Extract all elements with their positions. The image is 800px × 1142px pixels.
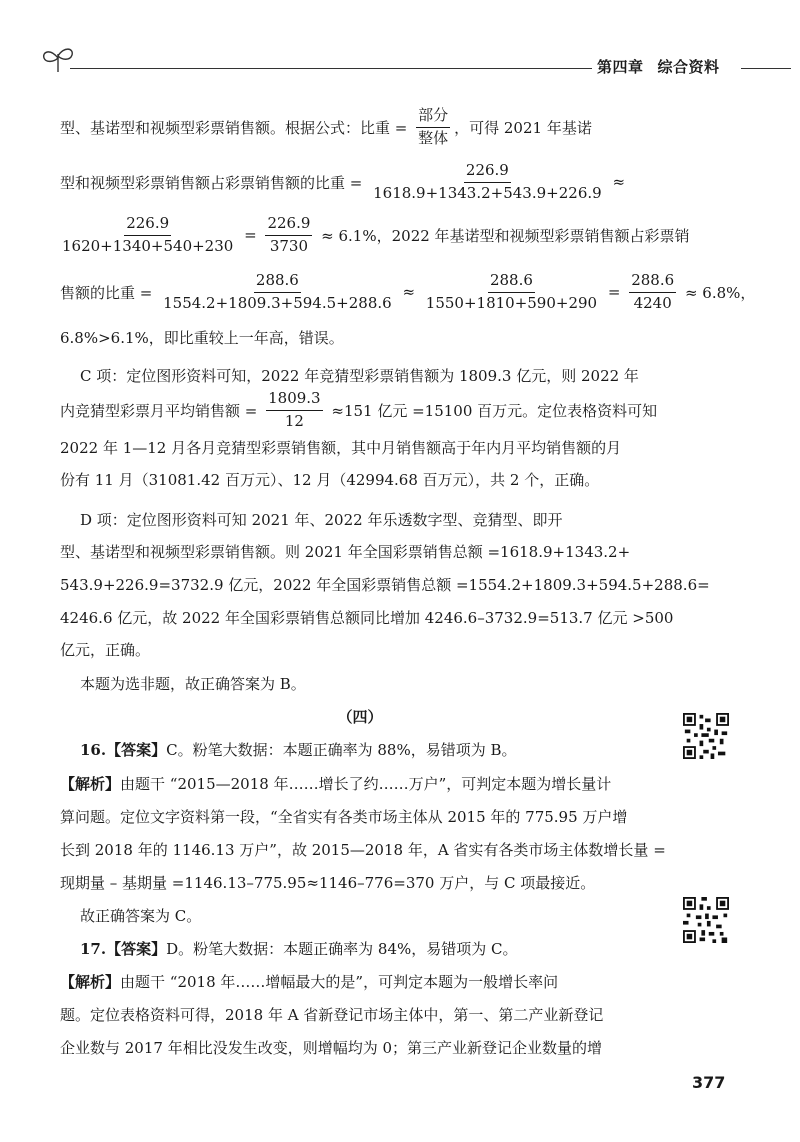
text-line: 长到 2018 年的 1146.13 万户”，故 2015—2018 年，A 省实有各类市场主体数增长量 = <box>60 840 666 859</box>
text-line: 份有 11 月（31081.42 百万元）、12 月（42994.68 百万元），共 2 个，正确。 <box>60 470 600 489</box>
text-segment: ≈ <box>397 283 420 301</box>
fraction <box>161 272 394 312</box>
text-line <box>60 271 756 312</box>
denominator: 1550+1810+590+290 <box>425 293 598 312</box>
denominator: 1554.2+1809.3+594.5+288.6 <box>163 293 392 312</box>
text-line: 本题为选非题，故正确答案为 B。 <box>80 674 306 693</box>
fraction <box>416 107 450 147</box>
denominator: 1620+1340+540+230 <box>62 236 234 255</box>
qr-code-icon[interactable] <box>683 713 729 759</box>
text-line: 543.9+226.9=3732.9 亿元，2022 年全国彩票销售总额 =1554.2+1809.3+594.5+288.6= <box>60 575 710 594</box>
text-line <box>60 768 611 798</box>
denominator: 整体 <box>418 128 449 147</box>
text-line: D 项：定位图形资料可知 2021 年、2022 年乐透数字型、竞猜型、即开 <box>80 510 563 529</box>
numerator: 226.9 <box>124 215 171 235</box>
text-segment: ，可得 2021 年基诺 <box>454 118 592 137</box>
text-line: 4246.6 亿元，故 2022 年全国彩票销售总额同比增加 4246.6–3732.9=513.7 亿元 >500 <box>60 608 674 627</box>
denominator: 1618.9+1343.2+543.9+226.9 <box>373 183 602 202</box>
text-segment: 内竞猜型彩票月平均销售额 = <box>60 401 263 420</box>
sprout-logo-icon <box>38 44 78 74</box>
text-line: 算问题。定位文字资料第一段，“全省实有各类市场主体从 2015 年的 775.95 万户增 <box>60 807 628 826</box>
text-segment: ≈151 亿元 =15100 百万元。定位表格资料可知 <box>326 401 658 420</box>
text-segment: = <box>239 226 262 244</box>
text-line <box>80 734 517 764</box>
answer-label: 16.【答案】 <box>80 740 167 759</box>
analysis-label: 【解析】 <box>60 972 121 991</box>
text-line <box>80 933 518 963</box>
numerator: 部分 <box>416 107 450 127</box>
text-line <box>60 389 658 430</box>
text-segment: ≈ <box>607 173 626 191</box>
fraction <box>266 390 323 430</box>
numerator: 288.6 <box>629 272 676 292</box>
text-line: 现期量 – 基期量 =1146.13–775.95≈1146–776=370 万户，与 C 项最接近。 <box>60 873 596 892</box>
fraction <box>629 272 676 312</box>
text-line <box>60 161 626 202</box>
analysis-label: 【解析】 <box>60 774 121 793</box>
denominator: 4240 <box>633 293 672 312</box>
answer-label: 17.【答案】 <box>80 939 167 958</box>
chapter-label: 第四章 <box>597 58 644 76</box>
text-line: 故正确答案为 C。 <box>80 906 202 925</box>
numerator: 288.6 <box>254 272 301 292</box>
text-line: 6.8%>6.1%，即比重较上一年高，错误。 <box>60 328 344 347</box>
denominator: 3730 <box>269 236 308 255</box>
text-line: C 项：定位图形资料可知，2022 年竞猜型彩票销售额为 1809.3 亿元，则 2022 年 <box>80 366 639 385</box>
header-rule <box>70 68 592 69</box>
numerator: 288.6 <box>488 272 535 292</box>
running-header <box>597 56 720 77</box>
denominator: 12 <box>284 411 304 430</box>
text-segment: ≈ 6.1%，2022 年基诺型和视频型彩票销售额占彩票销 <box>316 226 690 245</box>
text-line <box>60 106 592 147</box>
text-segment: 售额的比重 = <box>60 283 158 302</box>
fraction <box>371 162 604 202</box>
qr-code-icon[interactable] <box>683 897 729 943</box>
text-line: 亿元，正确。 <box>60 640 151 659</box>
text-line: 2022 年 1—12 月各月竞猜型彩票销售额，其中月销售额高于年内月平均销售额的月 <box>60 438 622 457</box>
numerator: 1809.3 <box>266 390 323 410</box>
text-segment: D。粉笔大数据：本题正确率为 84%，易错项为 C。 <box>166 939 518 958</box>
text-segment: = <box>603 283 626 301</box>
text-segment: 由题干 “2018 年……增幅最大的是”，可判定本题为一般增长率问 <box>120 972 559 991</box>
text-line: 题。定位表格资料可得，2018 年 A 省新登记市场主体中，第一、第二产业新登记 <box>60 1005 604 1024</box>
header-rule-right <box>741 68 791 69</box>
text-segment: 由题干 “2015—2018 年……增长了约……万户”，可判定本题为增长量计 <box>120 774 612 793</box>
text-line <box>60 966 558 996</box>
fraction <box>60 215 235 255</box>
numerator: 226.9 <box>464 162 511 182</box>
numerator: 226.9 <box>265 215 312 235</box>
section-heading: （四） <box>337 707 383 726</box>
text-line: 企业数与 2017 年相比没发生改变，则增幅均为 0；第三产业新登记企业数量的增 <box>60 1038 603 1057</box>
text-line: 型、基诺型和视频型彩票销售额。则 2021 年全国彩票销售总额 =1618.9+1343.2+ <box>60 542 631 561</box>
fraction <box>424 272 599 312</box>
text-segment: C。粉笔大数据：本题正确率为 88%，易错项为 B。 <box>166 740 517 759</box>
page-number: 377 <box>692 1073 726 1092</box>
text-line <box>60 214 690 255</box>
text-segment: 型、基诺型和视频型彩票销售额。根据公式：比重 = <box>60 118 413 137</box>
text-segment: 型和视频型彩票销售额占彩票销售额的比重 = <box>60 173 368 192</box>
section-label: 综合资料 <box>657 58 720 76</box>
fraction <box>265 215 312 255</box>
text-segment: ≈ 6.8%， <box>680 283 756 302</box>
